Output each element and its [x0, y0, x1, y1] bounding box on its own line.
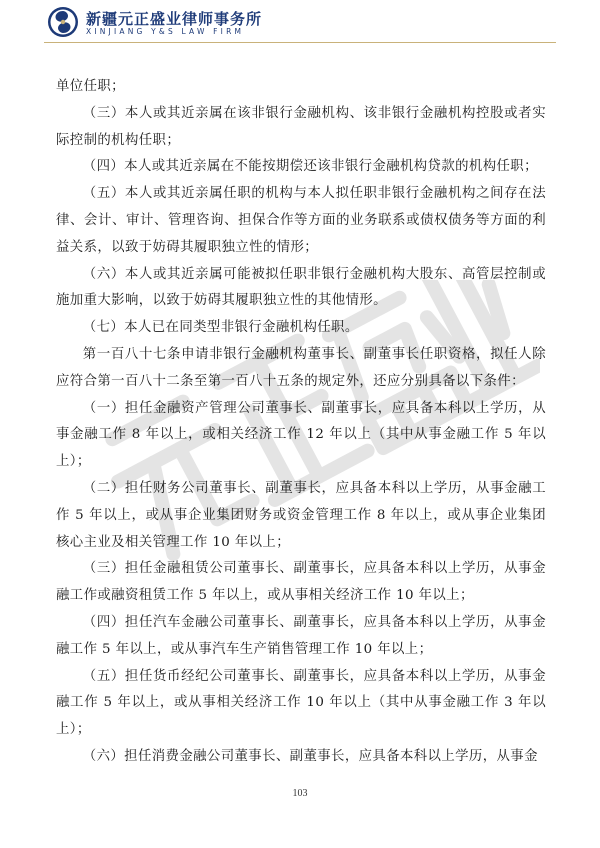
paragraph: 单位任职； — [56, 79, 125, 94]
paragraph: （六）本人或其近亲属可能被拟任职非银行金融机构大股东、高管层控制或施加重大影响，以致于妨碍其履职独立性的其他情形。 — [56, 266, 546, 309]
paragraph: （五）本人或其近亲属任职的机构与本人拟任职非银行金融机构之间存在法律、会计、审计、管理咨询、担保合作等方面的业务联系或债权债务等方面的利益关系，以致于妨碍其履职独立性的情形； — [56, 186, 546, 255]
article-paragraph: 第一百八十七条申请非银行金融机构董事长、副董事长任职资格，拟任人除应符合第一百八十二条至第一百八十五条的规定外，还应分别具备以下条件： — [56, 346, 546, 389]
paragraph: （三）担任金融租赁公司董事长、副董事长，应具备本科以上学历，从事金融工作或融资租赁工作 5 年以上，或从事相关经济工作 10 年以上； — [56, 561, 546, 604]
document-body — [56, 74, 546, 771]
paragraph: （七）本人已在同类型非银行金融机构任职。 — [82, 320, 359, 336]
header-divider — [44, 42, 556, 43]
paragraph: （四）担任汽车金融公司董事长、副董事长，应具备本科以上学历，从事金融工作 5 年以上，或从事汽车生产销售管理工作 10 年以上； — [56, 614, 546, 657]
paragraph: （二）担任财务公司董事长、副董事长，应具备本科以上学历，从事金融工作 5 年以上，或从事企业集团财务或资金管理工作 8 年以上，或从事企业集团核心主业及相关管理工作 10 年以上； — [56, 480, 546, 550]
page-number: 103 — [292, 788, 308, 799]
paragraph: （一）担任金融资产管理公司董事长、副董事长，应具备本科以上学历，从事金融工作 8 年以上，或相关经济工作 12 年以上（其中从事金融工作 5 年以上）； — [56, 400, 546, 470]
paragraph: （三）本人或其近亲属在该非银行金融机构、该非银行金融机构控股或者实际控制的机构任职； — [56, 105, 546, 148]
firm-name-english: XINJIANG Y&S LAW FIRM — [86, 27, 245, 36]
paragraph: （六）担任消费金融公司董事长、副董事长，应具备本科以上学历，从事金 — [82, 748, 538, 764]
paragraph: （四）本人或其近亲属在不能按期偿还该非银行金融机构贷款的机构任职； — [82, 159, 538, 175]
paragraph: （五）担任货币经纪公司董事长、副董事长，应具备本科以上学历，从事金融工作 5 年以上，或从事相关经济工作 10 年以上（其中从事金融工作 3 年以上）； — [56, 668, 546, 738]
yuanzheng-logo-icon — [47, 6, 79, 38]
page-header — [0, 0, 600, 44]
firm-name-chinese: 新疆元正盛业律师事务所 — [86, 10, 263, 28]
